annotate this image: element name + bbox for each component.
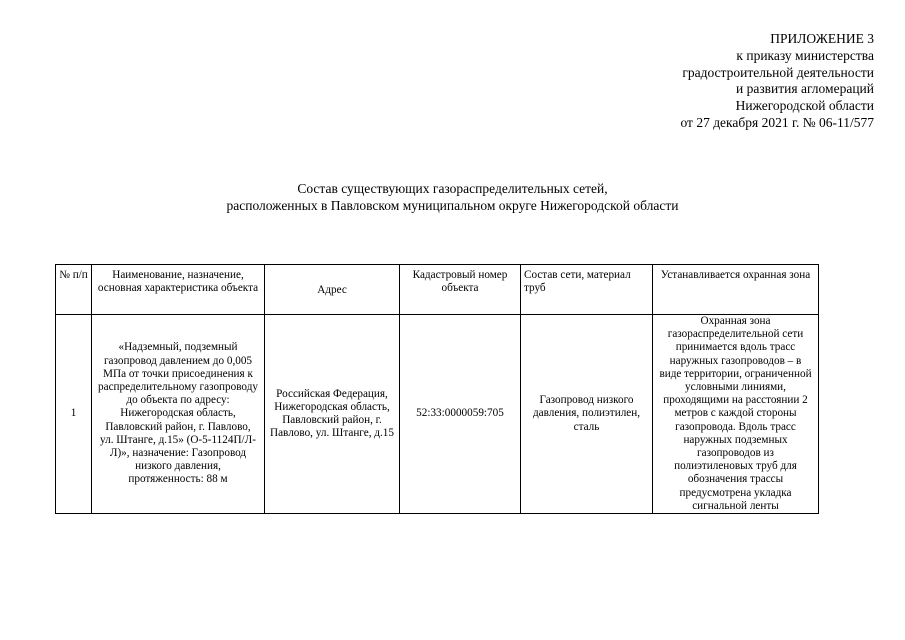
appendix-line: ПРИЛОЖЕНИЕ 3 bbox=[770, 31, 874, 46]
appendix-line: от 27 декабря 2021 г. № 06-11/577 bbox=[680, 114, 874, 130]
appendix-line: и развития агломераций bbox=[735, 81, 874, 97]
title-line-1: Состав существующих газораспределительных сетей, bbox=[297, 181, 608, 196]
cell-cadastral: 52:33:0000059:705 bbox=[400, 315, 521, 514]
header-num: № п/п bbox=[56, 265, 92, 315]
cell-name: «Надземный, подземный газопровод давлением до 0,005 МПа от точки присоединения к распределительному газопроводу до объекта по адресу: Нижегородская область, Павловский район, г. Павлово, ул. Штанге, д.15» (О-5-1124П/Л-Л)», назначение: Газопровод низкого давления, протяженность: 88 м bbox=[92, 315, 265, 514]
cell-num: 1 bbox=[56, 315, 92, 514]
table-header-row bbox=[56, 265, 819, 315]
title-line-2: расположенных в Павловском муниципальном округе Нижегородской области bbox=[226, 197, 679, 213]
cell-zone: Охранная зона газораспределительной сети принимается вдоль трасс наружных газопроводов – в виде территории, ограниченной условными линиями, проходящими на расстоянии 2 метров с каждой стороны газопровода. Вдоль трасс наружных подземных газопроводов из полиэтиленовых труб для обозначения трассы предусмотрена укладка сигнальной ленты bbox=[653, 315, 819, 514]
table-row bbox=[56, 315, 819, 514]
header-name: Наименование, назначение, основная характеристика объекта bbox=[92, 265, 265, 315]
gas-network-table bbox=[55, 264, 819, 514]
header-cadastral: Кадастровый номер объекта bbox=[400, 265, 521, 315]
appendix-line: градостроительной деятельности bbox=[682, 64, 874, 80]
cell-address: Российская Федерация, Нижегородская область, Павловский район, г. Павлово, ул. Штанге, д.15 bbox=[265, 315, 400, 514]
appendix-header bbox=[680, 31, 874, 132]
document-title bbox=[0, 181, 905, 214]
header-network: Состав сети, материал труб bbox=[521, 265, 653, 315]
header-zone: Устанавливается охранная зона bbox=[653, 265, 819, 315]
header-address: Адрес bbox=[265, 265, 400, 315]
appendix-line: к приказу министерства bbox=[736, 47, 874, 63]
cell-network: Газопровод низкого давления, полиэтилен, сталь bbox=[521, 315, 653, 514]
appendix-line: Нижегородской области bbox=[735, 98, 874, 114]
